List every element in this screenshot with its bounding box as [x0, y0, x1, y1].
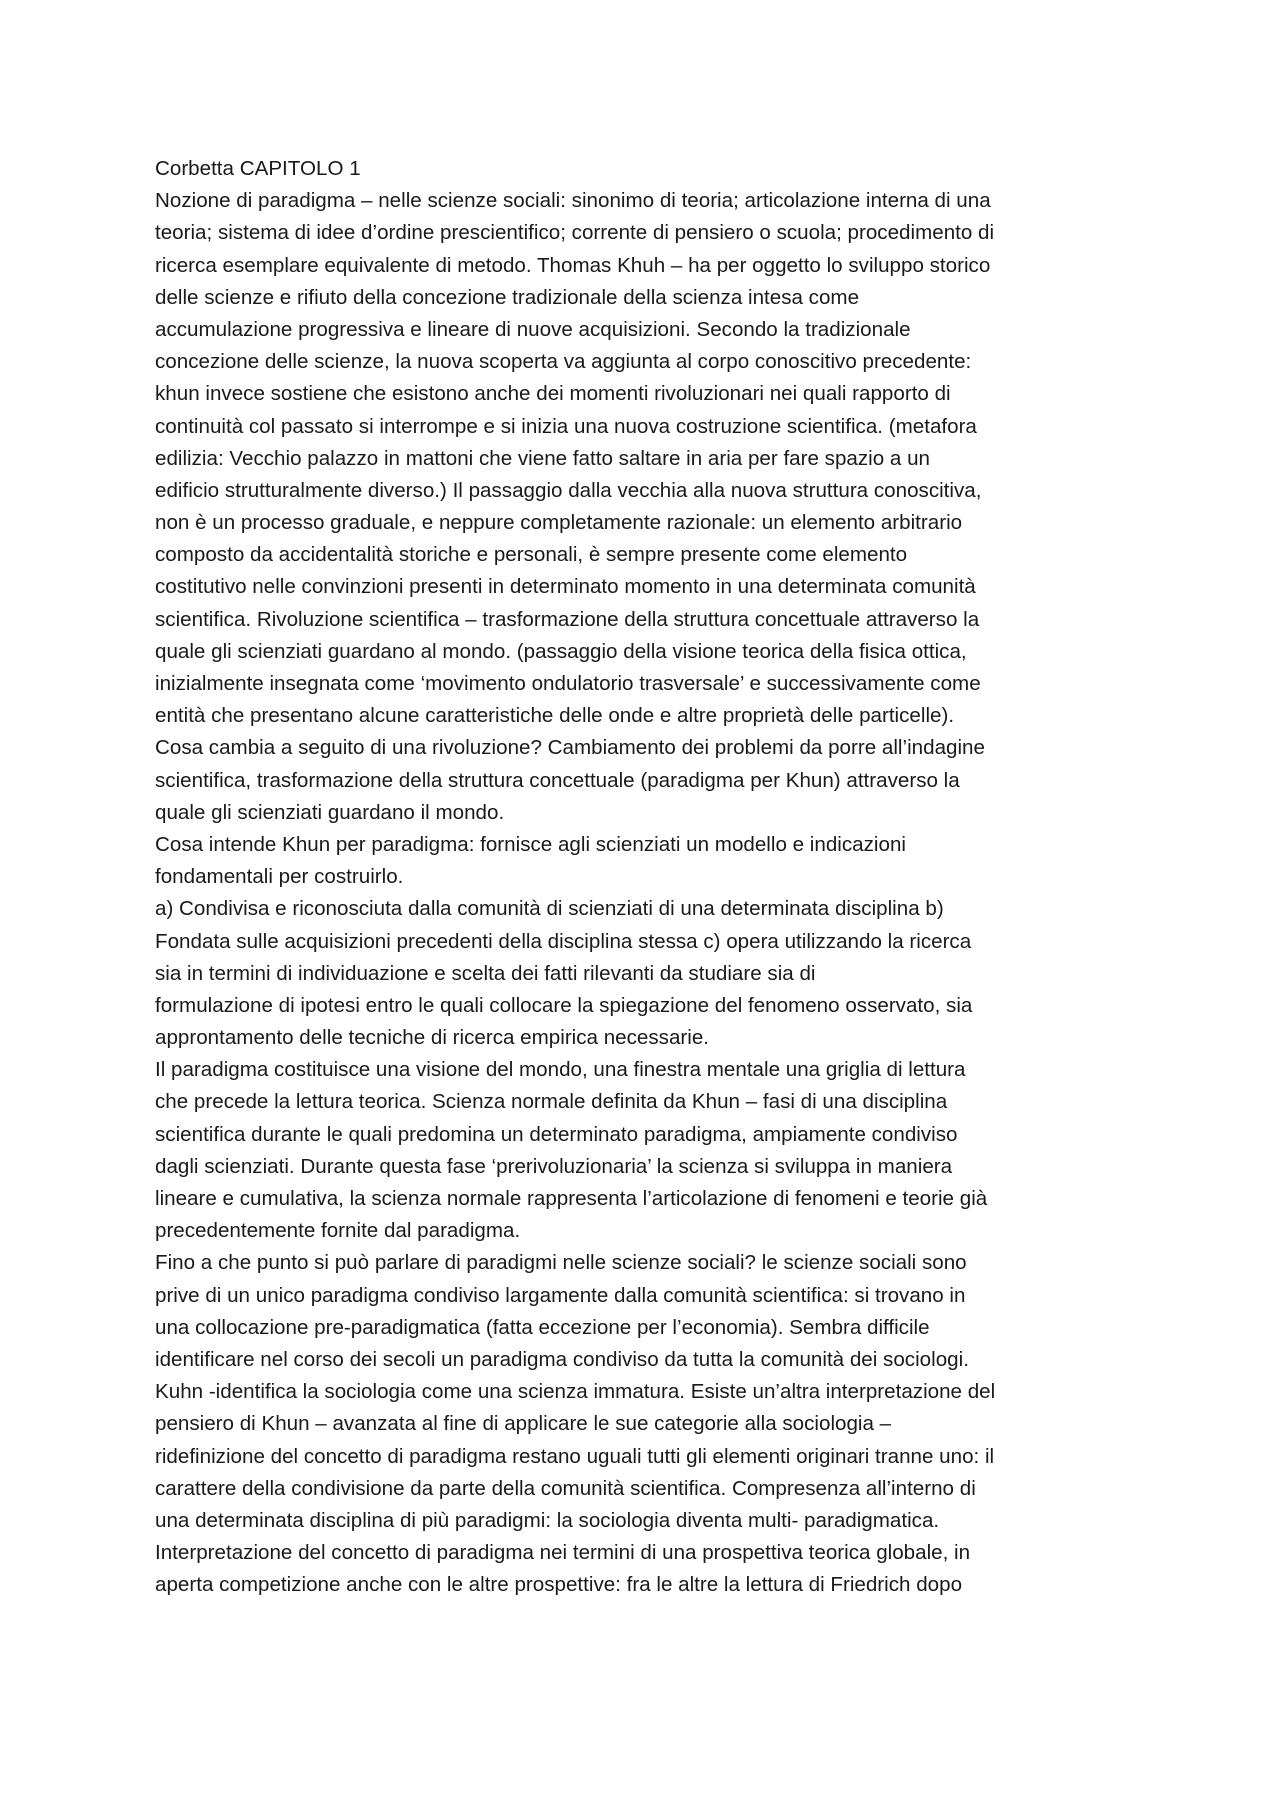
- text-line: quale gli scienziati guardano il mondo.: [155, 800, 505, 824]
- text-line: prive di un unico paradigma condiviso largamente dalla comunità scientifica: si trovano in: [155, 1283, 966, 1307]
- text-line: che precede la lettura teorica. Scienza normale definita da Khun – fasi di una disciplina: [155, 1090, 948, 1114]
- text-line: scientifica. Rivoluzione scientifica – trasformazione della struttura concettuale attraverso la: [155, 607, 980, 631]
- text-line: Kuhn -identifica la sociologia come una scienza immatura. Esiste un’altra interpretazione del: [155, 1380, 996, 1404]
- text-line: precedentemente fornite dal paradigma.: [155, 1219, 521, 1243]
- text-line: una collocazione pre-paradigmatica (fatta eccezione per l’economia). Sembra difficile: [155, 1315, 930, 1339]
- text-line: delle scienze e rifiuto della concezione tradizionale della scienza intesa come: [155, 285, 860, 309]
- text-line: non è un processo graduale, e neppure completamente razionale: un elemento arbitrario: [155, 511, 963, 535]
- text-line: costitutivo nelle convinzioni presenti in determinato momento in una determinata comunità: [155, 575, 976, 599]
- document-title: Corbetta CAPITOLO 1: [155, 157, 361, 180]
- text-line: Il paradigma costituisce una visione del mondo, una finestra mentale una griglia di lettura: [155, 1058, 966, 1082]
- text-line: Cosa cambia a seguito di una rivoluzione? Cambiamento dei problemi da porre all’indagine: [155, 736, 985, 760]
- text-line: una determinata disciplina di più paradigmi: la sociologia diventa multi- paradigmatica.: [155, 1508, 940, 1532]
- text-line: scientifica, trasformazione della struttura concettuale (paradigma per Khun) attraverso la: [155, 768, 960, 792]
- text-line: concezione delle scienze, la nuova scoperta va aggiunta al corpo conoscitivo precedente:: [155, 350, 972, 374]
- text-line: accumulazione progressiva e lineare di nuove acquisizioni. Secondo la tradizionale: [155, 317, 911, 341]
- text-line: carattere della condivisione da parte della comunità scientifica. Compresenza all’interno di: [155, 1476, 976, 1500]
- text-line: aperta competizione anche con le altre prospettive: fra le altre la lettura di Friedrich dopo: [155, 1573, 963, 1597]
- text-line: fondamentali per costruirlo.: [155, 865, 404, 889]
- text-line: quale gli scienziati guardano al mondo. (passaggio della visione teorica della fisica ottica,: [155, 639, 967, 663]
- text-line: Fino a che punto si può parlare di paradigmi nelle scienze sociali? le scienze sociali sono: [155, 1251, 967, 1275]
- text-line: pensiero di Khun – avanzata al fine di applicare le sue categorie alla sociologia –: [155, 1412, 892, 1436]
- text-line: khun invece sostiene che esistono anche dei momenti rivoluzionari nei quali rapporto di: [155, 382, 951, 406]
- text-line: entità che presentano alcune caratteristiche delle onde e altre proprietà delle particelle).: [155, 704, 955, 728]
- text-line: lineare e cumulativa, la scienza normale rappresenta l’articolazione di fenomeni e teorie già: [155, 1187, 988, 1210]
- text-line: Fondata sulle acquisizioni precedenti della disciplina stessa c) opera utilizzando la ricerca: [155, 929, 972, 953]
- text-line: ridefinizione del concetto di paradigma restano uguali tutti gli elementi originari tranne uno: il: [155, 1444, 995, 1468]
- text-line: composto da accidentalità storiche e personali, è sempre presente come elemento: [155, 543, 908, 567]
- text-line: continuità col passato si interrompe e si inizia una nuova costruzione scientifica. (metafora: [155, 414, 977, 438]
- text-line: Nozione di paradigma – nelle scienze sociali: sinonimo di teoria; articolazione interna di una: [155, 189, 991, 213]
- text-line: Interpretazione del concetto di paradigma nei termini di una prospettiva teorica globale, in: [155, 1541, 971, 1565]
- text-line: approntamento delle tecniche di ricerca empirica necessarie.: [155, 1026, 710, 1050]
- text-line: formulazione di ipotesi entro le quali collocare la spiegazione del fenomeno osservato, sia: [155, 993, 973, 1017]
- document-body: [155, 153, 1145, 1601]
- text-line: teoria; sistema di idee d’ordine prescientifico; corrente di pensiero o scuola; procedimento di: [155, 221, 995, 245]
- text-line: identificare nel corso dei secoli un paradigma condiviso da tutta la comunità dei sociologi.: [155, 1347, 969, 1371]
- text-line: scientifica durante le quali predomina un determinato paradigma, ampiamente condiviso: [155, 1122, 958, 1146]
- text-line: ricerca esemplare equivalente di metodo. Thomas Khuh – ha per oggetto lo sviluppo storico: [155, 253, 991, 277]
- text-line: edificio strutturalmente diverso.) Il passaggio dalla vecchia alla nuova struttura conoscitiva,: [155, 478, 982, 502]
- text-line: inizialmente insegnata come ‘movimento ondulatorio trasversale’ e successivamente come: [155, 672, 981, 695]
- text-line: dagli scienziati. Durante questa fase ‘prerivoluzionaria’ la scienza si sviluppa in maniera: [155, 1154, 953, 1178]
- text-line: sia in termini di individuazione e scelta dei fatti rilevanti da studiare sia di: [155, 961, 816, 985]
- text-line: a) Condivisa e riconosciuta dalla comunità di scienziati di una determinata disciplina b): [155, 897, 944, 921]
- text-line: Cosa intende Khun per paradigma: fornisce agli scienziati un modello e indicazioni: [155, 832, 906, 856]
- text-line: edilizia: Vecchio palazzo in mattoni che viene fatto saltare in aria per fare spazio a un: [155, 446, 931, 470]
